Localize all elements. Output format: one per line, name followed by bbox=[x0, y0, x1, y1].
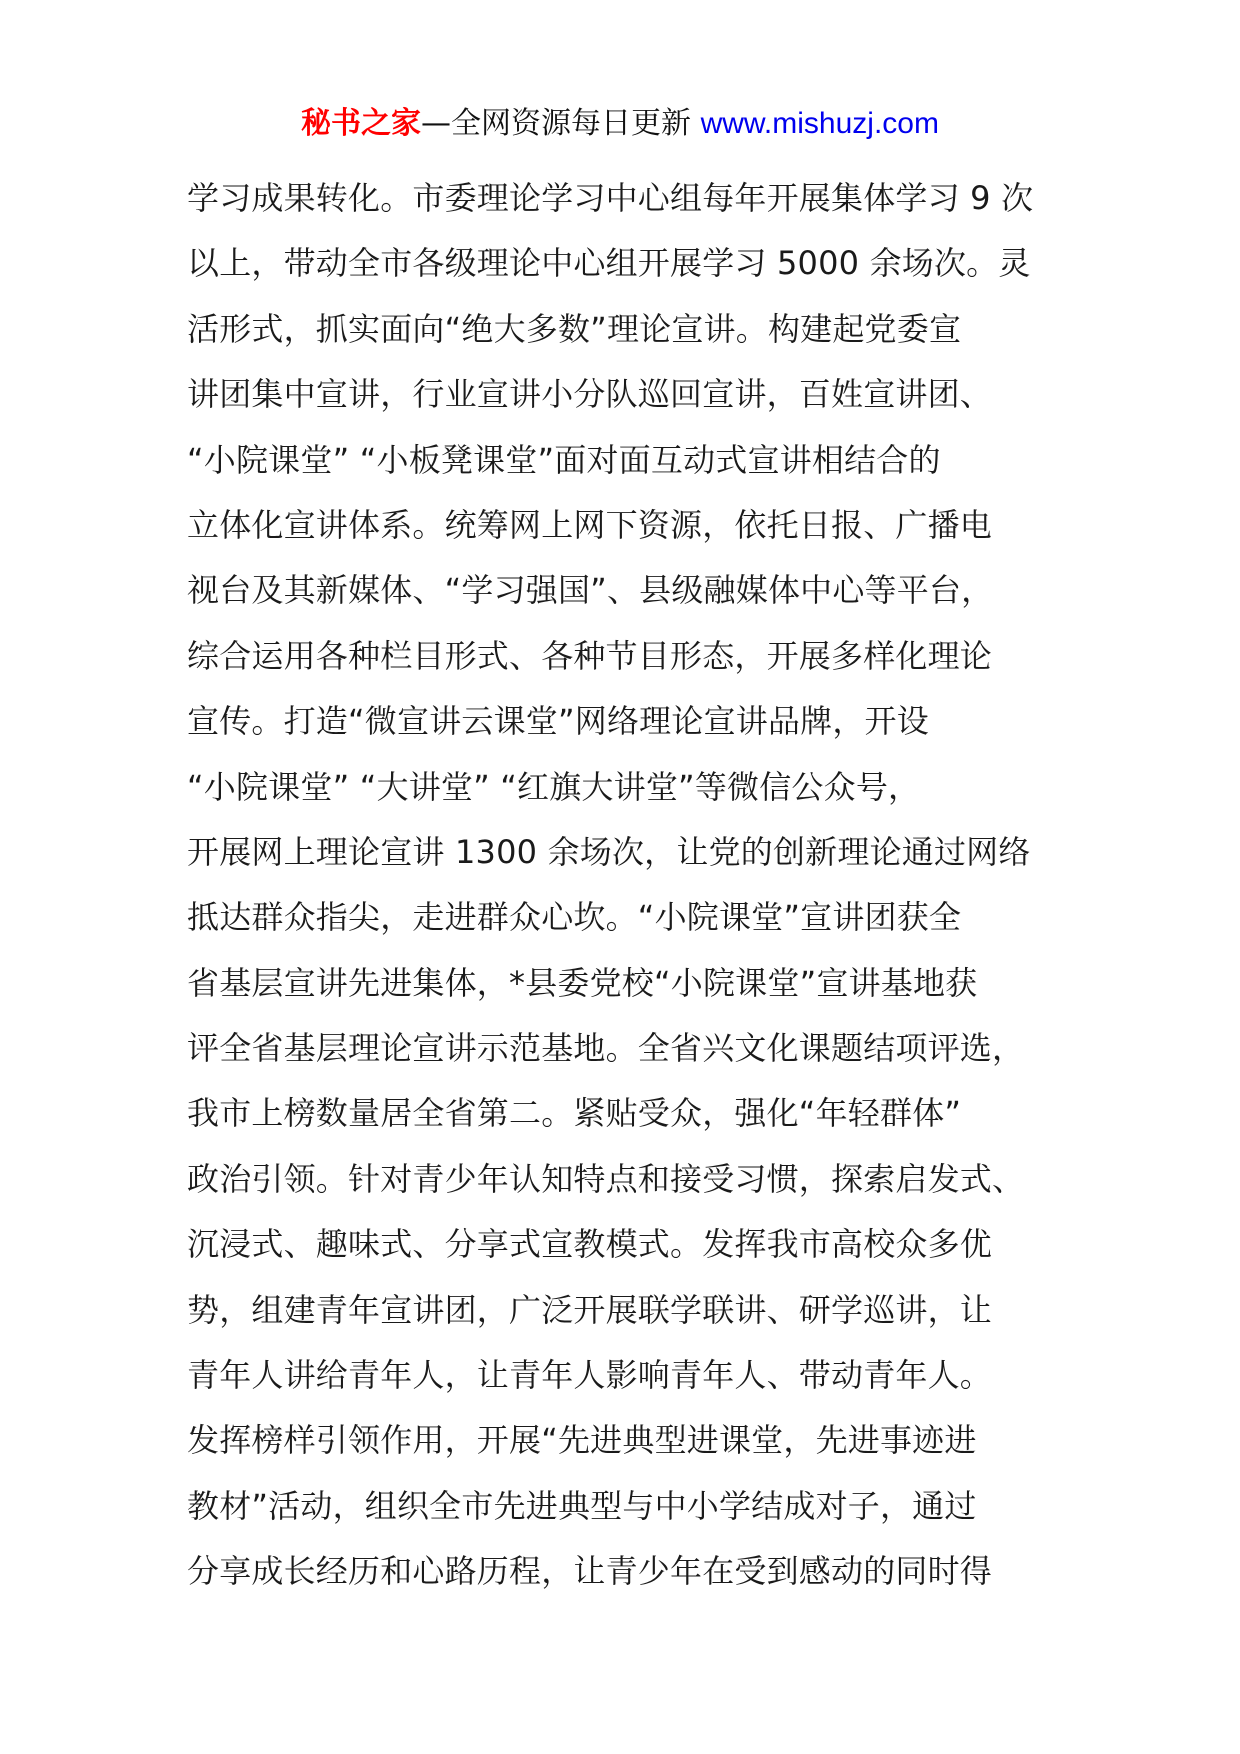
body-line: 政治引领。针对青少年认知特点和接受习惯，探索启发式、 bbox=[187, 1159, 1025, 1198]
body-line: 沉浸式、趣味式、分享式宣教模式。发挥我市高校众多优 bbox=[187, 1225, 993, 1264]
body-line: 宣传。打造“微宣讲云课堂”网络理论宣讲品牌，开设 bbox=[187, 702, 929, 741]
body-line: 省基层宣讲先进集体，*县委党校“小院课堂”宣讲基地获 bbox=[187, 963, 978, 1002]
body-line: “小院课堂” “大讲堂” “红旗大讲堂”等微信公众号， bbox=[187, 767, 921, 806]
body-line: 立体化宣讲体系。统筹网上网下资源，依托日报、广播电 bbox=[187, 505, 993, 544]
body-line: 抵达群众指尖，走进群众心坎。“小院课堂”宣讲团获全 bbox=[187, 898, 962, 937]
body-line: 势，组建青年宣讲团，广泛开展联学联讲、研学巡讲，让 bbox=[187, 1290, 993, 1329]
body-line: 发挥榜样引领作用，开展“先进典型进课堂，先进事迹进 bbox=[187, 1421, 977, 1460]
body-line: 教材”活动，组织全市先进典型与中小学结成对子，通过 bbox=[187, 1486, 977, 1525]
body-line: 分享成长经历和心路历程，让青少年在受到感动的同时得 bbox=[187, 1552, 993, 1591]
body-line: 活形式，抓实面向“绝大多数”理论宣讲。构建起党委宣 bbox=[187, 309, 962, 348]
body-line: 青年人讲给青年人，让青年人影响青年人、带动青年人。 bbox=[187, 1356, 993, 1395]
page-header bbox=[0, 104, 1240, 144]
header-tagline: —全网资源每日更新 bbox=[421, 106, 701, 141]
body-line: 评全省基层理论宣讲示范基地。全省兴文化课题结项评选， bbox=[187, 1029, 1025, 1068]
body-line: 综合运用各种栏目形式、各种节目形态，开展多样化理论 bbox=[187, 636, 993, 675]
body-line: 以上，带动全市各级理论中心组开展学习 5000 余场次。灵 bbox=[187, 244, 1031, 283]
body-line: 我市上榜数量居全省第二。紧贴受众，强化“年轻群体” bbox=[187, 1094, 962, 1133]
body-line: 视台及其新媒体、“学习强国”、县级融媒体中心等平台， bbox=[187, 571, 994, 610]
brand-name: 秘书之家 bbox=[301, 106, 422, 141]
body-line: 开展网上理论宣讲 1300 余场次，让党的创新理论通过网络 bbox=[187, 832, 1031, 871]
body-paragraph bbox=[187, 166, 1067, 1605]
website-link[interactable]: www.mishuzj.com bbox=[700, 107, 939, 140]
body-line: 学习成果转化。市委理论学习中心组每年开展集体学习 9 次 bbox=[187, 179, 1034, 217]
body-line: “小院课堂” “小板凳课堂”面对面互动式宣讲相结合的 bbox=[187, 440, 941, 479]
body-line: 讲团集中宣讲，行业宣讲小分队巡回宣讲，百姓宣讲团、 bbox=[187, 375, 993, 414]
